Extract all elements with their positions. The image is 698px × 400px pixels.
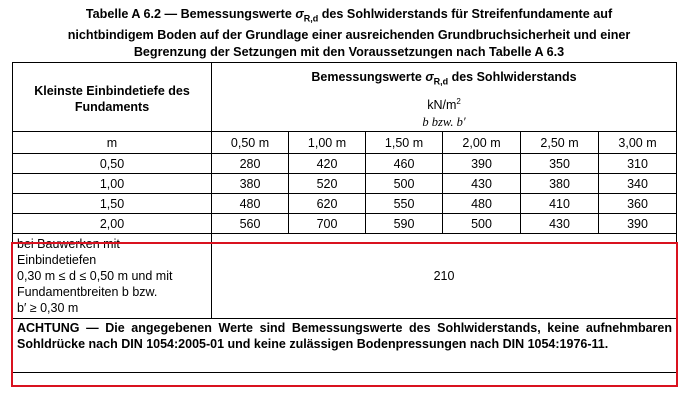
- header-title: Bemessungswerte $\sigma_{R,d}$ des Sohlwiderstands: [311, 70, 577, 87]
- header-values: [212, 63, 677, 132]
- value-cell: 430: [443, 174, 521, 194]
- bemessungswerte-table: [12, 62, 677, 373]
- achtung-note: ACHTUNG — Die angegebenen Werte sind Bemessungswerte des Sohlwiderstands, keine aufnehmbaren Sohldrücke nach DIN 1054:2005-01 und keine zulässigen Bodenpressungen nach DIN 1054:1976-11.: [13, 319, 677, 373]
- header-unit: $kN/m^2$: [427, 96, 461, 112]
- column-header: 2,50 m: [521, 132, 599, 154]
- value-cell: 460: [366, 154, 443, 174]
- value-cell: 520: [289, 174, 366, 194]
- bauwerke-row: [13, 234, 677, 319]
- value-cell: 500: [443, 214, 521, 234]
- depth-cell: 1,50: [13, 194, 212, 214]
- bauwerke-condition: bei Bauwerken mit Einbindetiefen 0,30 m ≤ d ≤ 0,50 m und mit Fundamentbreiten b bzw. b′ ≥ 0,30 m: [13, 234, 212, 319]
- sigma-symbol: σ: [295, 7, 304, 21]
- value-cell: 380: [212, 174, 289, 194]
- table-row: [13, 194, 677, 214]
- value-cell: 620: [289, 194, 366, 214]
- caption-line-3: Begrenzung der Setzungen mit den Voraussetzungen nach Tabelle A 6.3: [133, 44, 565, 59]
- depth-unit: m: [13, 132, 212, 154]
- note-row: [13, 319, 677, 373]
- value-cell: 560: [212, 214, 289, 234]
- value-cell: 700: [289, 214, 366, 234]
- column-header: 1,50 m: [366, 132, 443, 154]
- table-row: [13, 174, 677, 194]
- value-cell: 360: [599, 194, 677, 214]
- column-header: 3,00 m: [599, 132, 677, 154]
- header-width-symbol: b bzw. b′: [422, 114, 466, 129]
- value-cell: 390: [599, 214, 677, 234]
- value-cell: 340: [599, 174, 677, 194]
- column-header-row: [13, 132, 677, 154]
- table-caption: [0, 6, 698, 60]
- column-header: 0,50 m: [212, 132, 289, 154]
- caption-line-1: Tabelle A 6.2 — Bemessungswerte $\sigma_{R,d}$ des Sohlwiderstands für Streifenfundamente auf: [85, 7, 613, 24]
- header-depth: Kleinste Einbindetiefe des Fundaments: [13, 63, 212, 132]
- bauwerke-value: 210: [212, 234, 677, 319]
- value-cell: 380: [521, 174, 599, 194]
- table-row: [13, 214, 677, 234]
- column-header: 1,00 m: [289, 132, 366, 154]
- depth-cell: 2,00: [13, 214, 212, 234]
- value-cell: 420: [289, 154, 366, 174]
- value-cell: 410: [521, 194, 599, 214]
- table-row: [13, 154, 677, 174]
- column-header: 2,00 m: [443, 132, 521, 154]
- value-cell: 430: [521, 214, 599, 234]
- value-cell: 590: [366, 214, 443, 234]
- value-cell: 280: [212, 154, 289, 174]
- value-cell: 500: [366, 174, 443, 194]
- depth-cell: 1,00: [13, 174, 212, 194]
- value-cell: 480: [443, 194, 521, 214]
- value-cell: 390: [443, 154, 521, 174]
- value-cell: 480: [212, 194, 289, 214]
- value-cell: 310: [599, 154, 677, 174]
- depth-cell: 0,50: [13, 154, 212, 174]
- value-cell: 350: [521, 154, 599, 174]
- value-cell: 550: [366, 194, 443, 214]
- caption-line-2: nichtbindigem Boden auf der Grundlage einer ausreichenden Grundbruchsicherheit und einer: [67, 28, 631, 43]
